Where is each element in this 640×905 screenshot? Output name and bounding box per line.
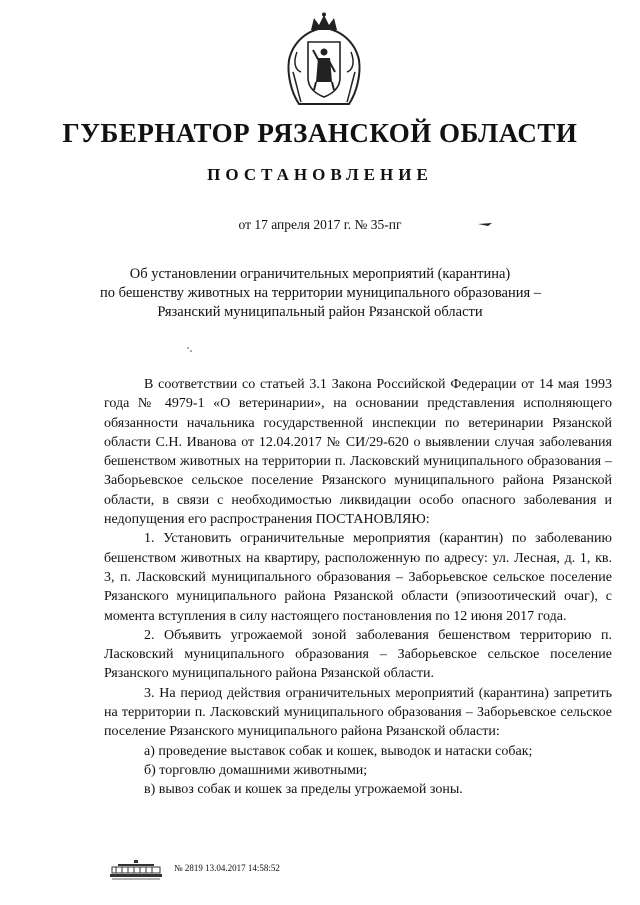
subject-line: Рязанский муниципальный район Рязанской области	[157, 304, 483, 320]
registration-stamp-text: № 2819 13.04.2017 14:58:52	[174, 863, 280, 873]
list-item-c: в) вывоз собак и кошек за пределы угрожаемой зоны.	[144, 782, 463, 798]
authority-title: ГУБЕРНАТОР РЯЗАНСКОЙ ОБЛАСТИ	[62, 118, 578, 148]
point-1-paragraph: 1. Установить ограничительные мероприятия (карантин) по заболеванию бешенством животных на квартиру, расположенную по адресу: ул. Лесная, д. 1, кв. 3, п. Ласковский муниципального образования – Заборьевское сельское поселение Рязанского муниципального района Рязанской области (эпизоотический очаг), с момента вступления в силу настоящего постановления по 12 июня 2017 года.	[104, 531, 612, 624]
preamble-paragraph: В соответствии со статьей 3.1 Закона Российской Федерации от 14 мая 1993 года № 4979-1 «О ветеринарии», на основании представления исполняющего обязанности начальника государственной инспекции по ветеринарии Рязанской области С.Н. Иванова от 12.04.2017 № СИ/29-620 о выявлении случая заболевания бешенством животных на территории п. Ласковский муниципального образования – Заборьевское сельское поселение Рязанского муниципального района Рязанской области, в связи с необходимостью ликвидации особо опасного заболевания и недопущения его распространения ПОСТАНОВЛЯЮ:	[104, 377, 612, 528]
point-2-paragraph: 2. Объявить угрожаемой зоной заболевания бешенством территорию п. Ласковский муниципального образования – Заборьевское сельское поселение Рязанского муниципального района Рязанской области.	[104, 627, 612, 682]
subject-line: Об установлении ограничительных мероприятий (карантина)	[129, 266, 511, 282]
document-subject	[100, 265, 540, 322]
scan-dots	[186, 346, 194, 354]
subject-line: по бешенству животных на территории муниципального образования –	[100, 285, 542, 301]
building-stamp-icon	[108, 858, 164, 880]
scan-mark	[478, 221, 492, 227]
document-body	[104, 375, 612, 800]
point-3-paragraph: 3. На период действия ограничительных мероприятий (карантина) запретить на территории п. Ласковский муниципального образования – Заборьевское сельское поселение Рязанского муниципального района Рязанской области:	[104, 685, 612, 740]
document-type: ПОСТАНОВЛЕНИЕ	[207, 165, 433, 184]
list-item-a: а) проведение выставок собак и кошек, выводок и натаски собак;	[144, 743, 533, 759]
document-date-number: от 17 апреля 2017 г. № 35-пг	[238, 217, 402, 232]
coat-of-arms-icon	[283, 12, 365, 108]
list-item-b: б) торговлю домашними животными;	[144, 762, 368, 778]
